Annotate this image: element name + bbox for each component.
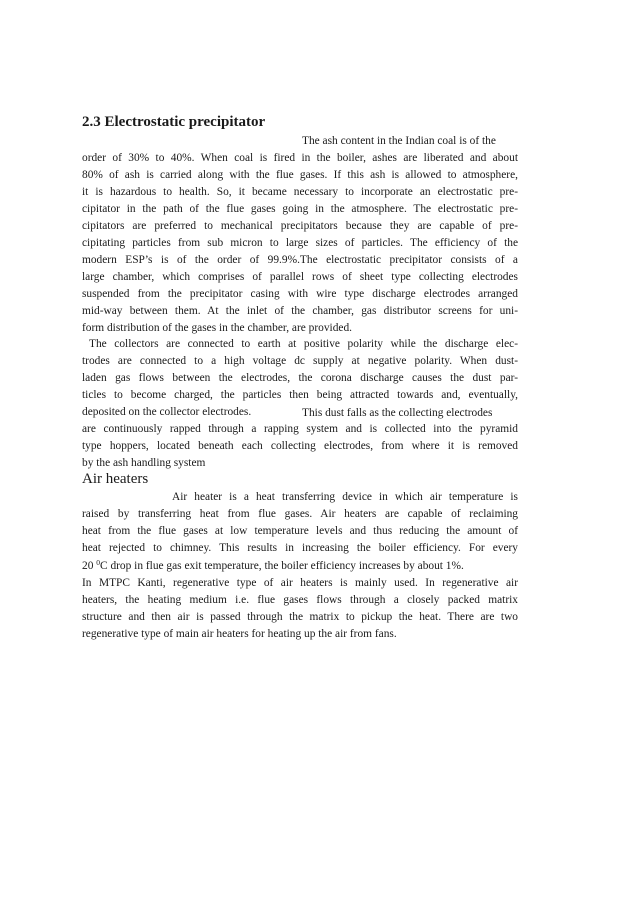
temp-text: C drop in flue gas exit temperature, the boiler efficiency increases by about 1%. — [100, 560, 464, 572]
paragraph-line: mid-way between them. At the inlet of the chamber, gas distributor screens for uni- — [82, 305, 518, 317]
paragraph-line: large chamber, which comprises of parallel rows of sheet type collecting electrodes — [82, 271, 518, 283]
paragraph-line: ticles to become charged, the particles then being attracted towards and, eventually, — [82, 389, 518, 401]
paragraph-line-temperature — [82, 558, 518, 574]
paragraph-line: regenerative type of main air heaters for heating up the air from fans. — [82, 628, 397, 640]
paragraph-line: cipitators are preferred to mechanical precipitators because they are capable of pre- — [82, 220, 518, 232]
paragraph-line: order of 30% to 40%. When coal is fired in the boiler, ashes are liberated and about — [82, 152, 518, 164]
paragraph-line: suspended from the precipitator casing with wire type discharge electrodes arranged — [82, 288, 518, 300]
paragraph-line: The ash content in the Indian coal is of the — [302, 135, 496, 147]
paragraph-line: modern ESP’s is of the order of 99.9%.The electrostatic precipitator consists of a — [82, 254, 518, 266]
paragraph-line: cipitating particles from sub micron to large sizes of particles. The efficiency of the — [82, 237, 518, 249]
degree-superscript: 0 — [96, 558, 100, 567]
paragraph-line: heat from the flue gases at low temperature levels and thus reducing the amount of — [82, 525, 518, 537]
section-heading-air-heaters: Air heaters — [82, 471, 149, 487]
paragraph-line: In MTPC Kanti, regenerative type of air heaters is mainly used. In regenerative air — [82, 577, 518, 589]
temp-number: 20 — [82, 560, 94, 572]
paragraph-line: trodes are connected to a high voltage dc supply at negative polarity. When dust- — [82, 355, 518, 367]
paragraph-line: 80% of ash is carried along with the flue gases. If this ash is allowed to atmosphere, — [82, 169, 518, 181]
paragraph-line: cipitator in the path of the flue gases going in the atmosphere. The electrostatic pre- — [82, 203, 518, 215]
paragraph-line: heaters, the heating medium i.e. flue gases flows through a closely packed matrix — [82, 594, 518, 606]
paragraph-line: This dust falls as the collecting electrodes — [302, 407, 493, 419]
paragraph-line: it is hazardous to health. So, it became necessary to incorporate an electrostatic pre- — [82, 186, 518, 198]
paragraph-line: by the ash handling system — [82, 457, 206, 469]
paragraph-line: heat rejected to chimney. This results in increasing the boiler efficiency. For every — [82, 542, 518, 554]
section-heading-esp: 2.3 Electrostatic precipitator — [82, 114, 266, 130]
paragraph-line: form distribution of the gases in the chamber, are provided. — [82, 322, 352, 334]
paragraph-line: raised by transferring heat from flue gases. Air heaters are capable of reclaiming — [82, 508, 518, 520]
paragraph-line: Air heater is a heat transferring device in which air temperature is — [172, 491, 518, 503]
paragraph-line: laden gas flows between the electrodes, the corona discharge causes the dust par- — [82, 372, 518, 384]
paragraph-line: structure and then air is passed through the matrix to pickup the heat. There are two — [82, 611, 518, 623]
paragraph-line: The collectors are connected to earth at positive polarity while the discharge elec- — [89, 338, 518, 350]
paragraph-line: deposited on the collector electrodes. — [82, 406, 252, 418]
paragraph-line: type hoppers, located beneath each collecting electrodes, from where it is removed — [82, 440, 518, 452]
paragraph-line: are continuously rapped through a rapping system and is collected into the pyramid — [82, 423, 518, 435]
